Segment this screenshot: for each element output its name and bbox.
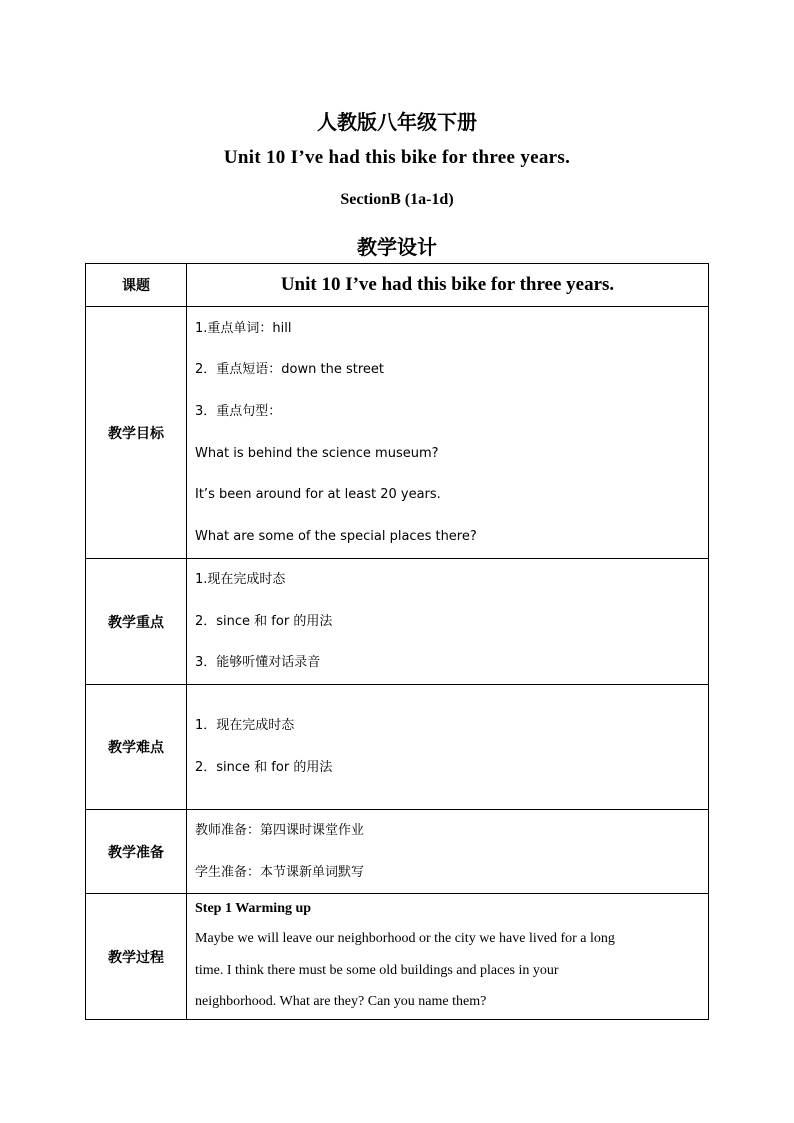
- goals-line: 2．重点短语：down the street: [195, 362, 384, 378]
- table-row-preparation: [86, 810, 709, 894]
- table-row-goals: [86, 307, 709, 559]
- goals-line: What are some of the special places there?: [195, 528, 477, 544]
- goals-line: It’s been around for at least 20 years.: [195, 487, 441, 503]
- difficulty-content: [187, 685, 709, 810]
- focus-line: 1.现在完成时态: [195, 572, 286, 588]
- process-content: [187, 894, 709, 1020]
- table-row-difficulty: [86, 685, 709, 810]
- lesson-plan-table: [85, 263, 709, 1020]
- difficulty-line: 2．since 和 for 的用法: [195, 760, 333, 775]
- goals-label: 教学目标: [86, 307, 187, 559]
- document-type-title: 教学设计: [357, 235, 437, 259]
- edition-heading: 人教版八年级下册: [317, 110, 477, 134]
- preparation-line: 教师准备：第四课时课堂作业: [195, 823, 365, 838]
- goals-line: 1.重点单词：hill: [195, 320, 292, 336]
- process-line: time. I think there must be some old buildings and places in your: [195, 962, 559, 978]
- difficulty-label: 教学难点: [86, 685, 187, 810]
- focus-label: 教学重点: [86, 559, 187, 685]
- process-line: Maybe we will leave our neighborhood or the city we have lived for a long: [195, 931, 615, 947]
- preparation-label: 教学准备: [86, 810, 187, 894]
- preparation-content: [187, 810, 709, 894]
- goals-line: 3．重点句型：: [195, 403, 282, 419]
- preparation-line: 学生准备：本节课新单词默写: [195, 864, 365, 880]
- focus-line: 2．since 和 for 的用法: [195, 613, 333, 629]
- section-title: SectionB (1a-1d): [340, 191, 454, 208]
- table-row-focus: [86, 559, 709, 685]
- topic-label: 课题: [86, 264, 187, 307]
- difficulty-line: 1．现在完成时态: [195, 718, 295, 734]
- focus-line: 3．能够听懂对话录音: [195, 655, 321, 671]
- topic-value: Unit 10 I’ve had this bike for three years.: [187, 264, 709, 307]
- focus-content: [187, 559, 709, 685]
- process-line: neighborhood. What are they? Can you name them?: [195, 994, 487, 1010]
- goals-content: [187, 307, 709, 559]
- step-title: Step 1 Warming up: [195, 901, 312, 917]
- goals-line: What is behind the science museum?: [195, 445, 439, 461]
- process-label: 教学过程: [86, 894, 187, 1020]
- unit-title: Unit 10 I’ve had this bike for three years.: [223, 147, 571, 168]
- table-row-process: [86, 894, 709, 1020]
- table-row-topic: [86, 264, 709, 307]
